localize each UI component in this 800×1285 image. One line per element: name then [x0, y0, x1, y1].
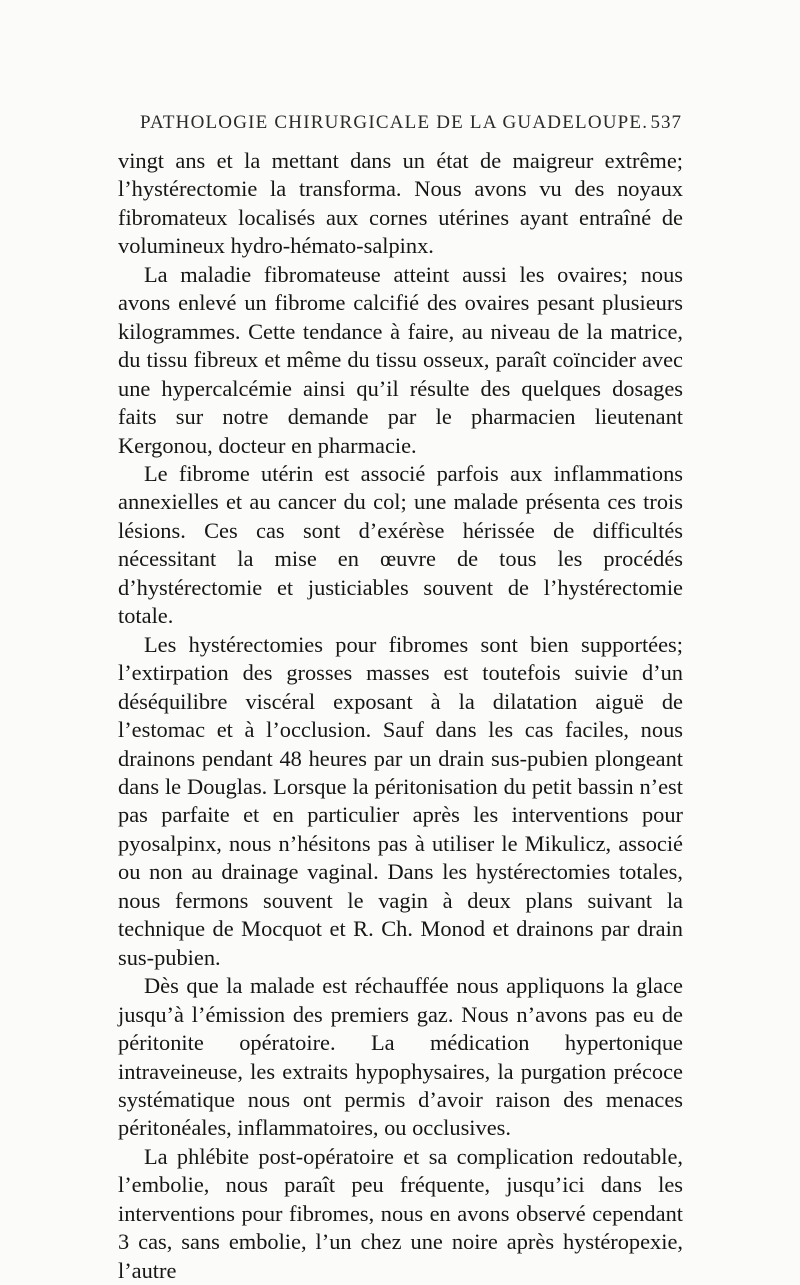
page-number: 537: [650, 112, 682, 133]
running-head: [140, 112, 682, 142]
paragraph-2: La maladie fibromateuse atteint aussi les ovaires; nous avons enlevé un fibrome calcifié des ovaires pesant plusieurs kilogrammes. Cette tendance à faire, au niveau de la matrice, du tissu fibreux et même du tissu osseux, paraît coïncider avec une hypercalcémie ainsi qu’il résulte des quelques dosages faits sur notre demande par le pharmacien lieutenant Kergonou, docteur en pharmacie.: [118, 261, 683, 458]
running-title: PATHOLOGIE CHIRURGICALE DE LA GUADELOUPE.: [140, 112, 649, 133]
paragraph-5: Dès que la malade est réchauffée nous appliquons la glace jusqu’à l’émission des premiers gaz. Nous n’avons pas eu de péritonite opératoire. La médication hypertonique intraveineuse, les extraits hypophysaires, la purgation précoce systématique nous ont permis d’avoir raison des menaces péritonéales, inflammatoires, ou occlusives.: [118, 973, 683, 1141]
body-text: [118, 147, 683, 1285]
paragraph-6: La phlébite post-opératoire et sa complication redoutable, l’embolie, nous paraît peu fréquente, jusqu’ici dans les interventions pour fibromes, nous en avons observé cependant 3 cas, sans embolie, l’un chez une noire après hystéropexie, l’autre: [118, 1143, 683, 1283]
paragraph-3: Le fibrome utérin est associé parfois aux inflammations annexielles et au cancer du col; une malade présenta ces trois lésions. Ces cas sont d’exérèse hérissée de difficultés nécessitant la mise en œuvre de tous les procédés d’hystérectomie et justiciables souvent de l’hystérectomie totale.: [118, 460, 683, 629]
paragraph-1: vingt ans et la mettant dans un état de maigreur extrême; l’hystérectomie la transforma. Nous avons vu des noyaux fibromateux localisés aux cornes utérines ayant entraîné de volumineux hydro-hémato-salpinx.: [118, 148, 683, 259]
paragraph-4: Les hystérectomies pour fibromes sont bien supportées; l’extirpation des grosses masses est toutefois suivie d’un déséquilibre viscéral exposant à la dilatation aiguë de l’estomac et à l’occlusion. Sauf dans les cas faciles, nous drainons pendant 48 heures par un drain sus-pubien plongeant dans le Douglas. Lorsque la péritonisation du petit bassin n’est pas parfaite et en particulier après les interventions pour pyosalpinx, nous n’hésitons pas à utiliser le Mikulicz, associé ou non au drainage vaginal. Dans les hystérectomies totales, nous fermons souvent le vagin à deux plans suivant la technique de Mocquot et R. Ch. Monod et drainons par drain sus-pubien.: [118, 631, 683, 970]
